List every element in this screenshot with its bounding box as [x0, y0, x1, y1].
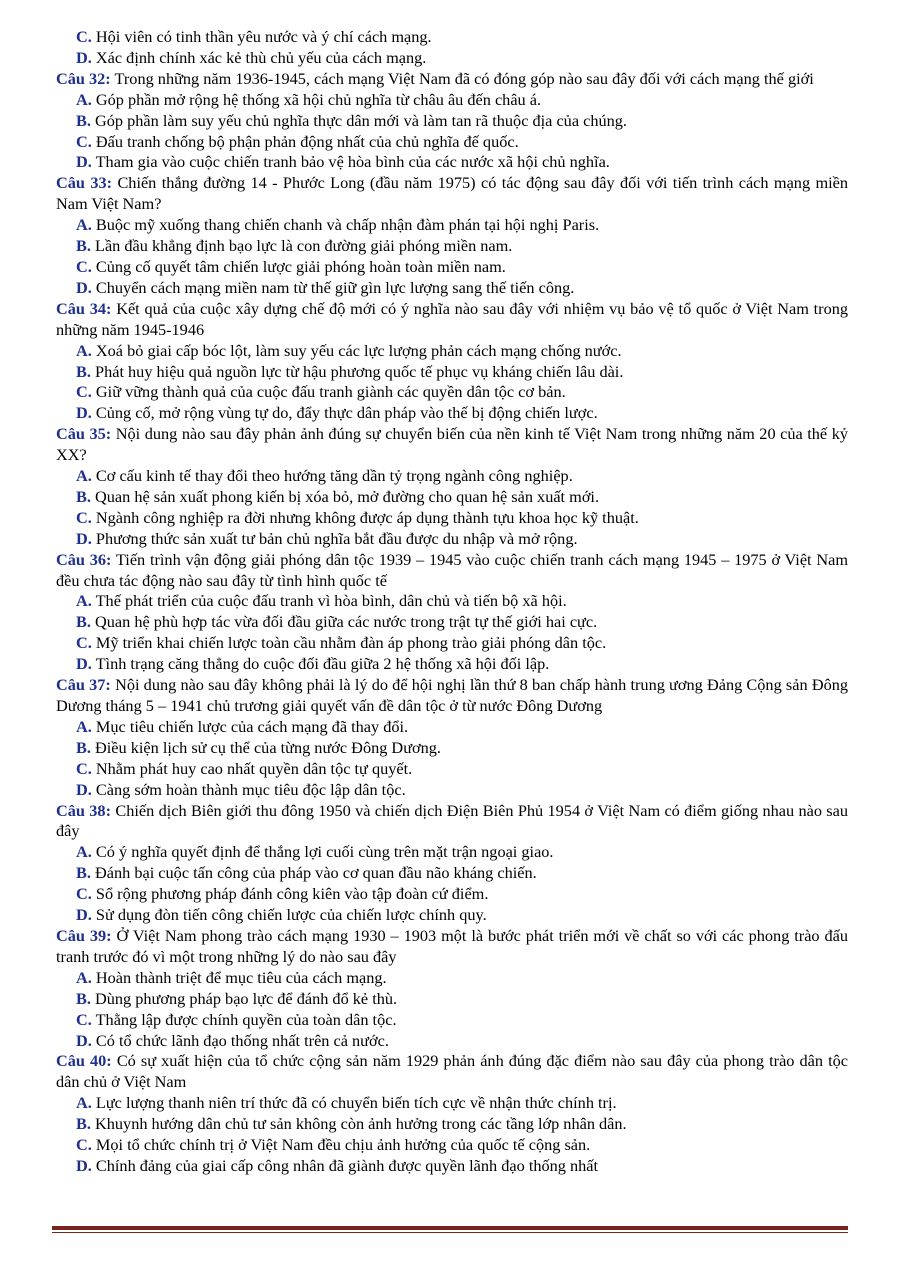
- option-c: [56, 633, 848, 654]
- option-letter: C.: [76, 256, 92, 276]
- option-letter: C.: [76, 507, 92, 527]
- option-letter: C.: [76, 633, 92, 653]
- option-b: [56, 236, 848, 257]
- option-letter: A.: [76, 89, 92, 109]
- question-label: Câu 39:: [56, 925, 112, 945]
- question-33: [56, 173, 848, 215]
- option-letter: A.: [76, 591, 92, 611]
- option-text: Hội viên có tinh thần yêu nước và ý chí cách mạng.: [95, 27, 432, 46]
- option-text: Cơ cấu kinh tế thay đổi theo hướng tăng dần tỷ trọng ngành công nghiệp.: [95, 466, 573, 486]
- option-text: Giữ vững thành quả của cuộc đấu tranh giành các quyền dân tộc cơ bản.: [95, 382, 566, 402]
- option-text: Tình trạng căng thẳng do cuộc đối đầu giữa 2 hệ thống xã hội đối lập.: [95, 654, 550, 674]
- option-a: [56, 717, 848, 738]
- question-34: [56, 299, 848, 341]
- option-letter: D.: [76, 779, 92, 799]
- option-text: Phát huy hiệu quả nguồn lực từ hậu phương quốc tế phục vụ kháng chiến lâu dài.: [95, 361, 624, 381]
- option-b: [56, 111, 848, 132]
- option-text: Đấu tranh chống bộ phận phản động nhất của chủ nghĩa đế quốc.: [95, 131, 519, 151]
- option-d: [56, 529, 848, 550]
- option-letter: A.: [76, 1093, 92, 1113]
- option-a: [56, 466, 848, 487]
- question-label: Câu 33:: [56, 173, 113, 193]
- option-b: [56, 989, 848, 1010]
- option-letter: A.: [76, 716, 92, 736]
- option-c: [56, 1010, 848, 1031]
- option-a: [56, 968, 848, 989]
- option-b: [56, 1114, 848, 1135]
- option-letter: A.: [76, 842, 92, 862]
- question-text: Tiến trình vận động giải phóng dân tộc 1939 – 1945 vào cuộc chiến tranh cách mạng 1945 – 1975 ở Việt Nam đều chưa tác động nào sau đây từ tình hình quốc tế: [56, 549, 848, 590]
- option-text: Khuynh hướng dân chủ tư sản không còn ảnh hưởng trong các tầng lớp nhân dân.: [95, 1114, 627, 1134]
- question-text: Chiến dịch Biên giới thu đông 1950 và chiến dịch Điện Biên Phủ 1954 ở Việt Nam có điểm giống nhau nào sau đây: [56, 800, 848, 841]
- option-text: Củng cố, mở rộng vùng tự do, đẩy thực dân pháp vào thế bị động chiến lược.: [95, 403, 598, 423]
- option-letter: C.: [76, 1135, 92, 1155]
- option-letter: C.: [76, 27, 92, 46]
- option-letter: D.: [76, 1030, 92, 1050]
- question-37: [56, 675, 848, 717]
- option-letter: B.: [76, 361, 91, 381]
- option-letter: B.: [76, 110, 91, 130]
- option-letter: D.: [76, 277, 92, 297]
- question-label: Câu 35:: [56, 424, 112, 444]
- option-letter: C.: [76, 758, 92, 778]
- option-text: Phương thức sản xuất tư bản chủ nghĩa bắt đầu được du nhập và mở rộng.: [95, 528, 578, 548]
- question-text: Kết quả của cuộc xây dựng chế độ mới có ý nghĩa nào sau đây với nhiệm vụ bảo vệ tổ quốc ở Việt Nam trong những năm 1945-1946: [56, 298, 849, 339]
- option-text: Thằng lập được chính quyền của toàn dân tộc.: [95, 1009, 397, 1029]
- option-c: [56, 27, 848, 48]
- question-text: Trong những năm 1936-1945, cách mạng Việt Nam đã có đóng góp nào sau đây đối với cách mạng thế giới: [114, 68, 814, 88]
- question-38: [56, 801, 848, 843]
- question-text: Nội dung nào sau đây không phải là lý do để hội nghị lần thứ 8 ban chấp hành trung ương Đảng Cộng sản Đông Dương tháng 5 – 1941 chủ trương giải quyết vấn đề dân tộc ở từ nước Đông Dương: [56, 675, 848, 715]
- option-a: [56, 1093, 848, 1114]
- option-letter: D.: [76, 152, 92, 172]
- option-letter: D.: [76, 1155, 92, 1175]
- question-35: [56, 424, 848, 466]
- option-d: [56, 1031, 848, 1052]
- footer-divider-thin-line: [52, 1232, 848, 1233]
- footer-divider: [52, 1226, 848, 1234]
- option-text: Xoá bỏ giai cấp bóc lột, làm suy yếu các lực lượng phản cách mạng chống nước.: [95, 340, 622, 360]
- option-letter: D.: [76, 528, 92, 548]
- option-b: [56, 738, 848, 759]
- option-letter: C.: [76, 131, 92, 151]
- option-text: Góp phần làm suy yếu chủ nghĩa thực dân mới và làm tan rã thuộc địa của chúng.: [95, 110, 627, 130]
- option-letter: C.: [76, 382, 92, 402]
- option-letter: C.: [76, 1009, 92, 1029]
- option-text: Có tổ chức lãnh đạo thống nhất trên cả nước.: [95, 1030, 389, 1050]
- option-text: Hoàn thành triệt để mục tiêu của cách mạng.: [95, 967, 387, 987]
- option-letter: B.: [76, 1114, 91, 1134]
- option-text: Xác định chính xác kẻ thù chủ yếu của cách mạng.: [95, 47, 427, 67]
- option-letter: D.: [76, 905, 92, 925]
- option-d: [56, 780, 848, 801]
- option-text: Lực lượng thanh niên trí thức đã có chuyển biến tích cực về nhận thức chính trị.: [95, 1093, 617, 1113]
- question-label: Câu 40:: [56, 1051, 112, 1071]
- option-text: Có ý nghĩa quyết định để thắng lợi cuối cùng trên mặt trận ngoại giao.: [95, 842, 554, 862]
- question-text: Chiến thắng đường 14 - Phước Long (đầu năm 1975) có tác động sau đây đối với tiến trình cách mạng miền Nam Việt Nam?: [56, 173, 849, 214]
- option-a: [56, 215, 848, 236]
- option-text: Điều kiện lịch sử cụ thể của từng nước Đông Dương.: [95, 737, 441, 757]
- option-text: Góp phần mở rộng hệ thống xã hội chủ nghĩa từ châu âu đến châu á.: [95, 89, 542, 109]
- option-b: [56, 863, 848, 884]
- option-a: [56, 90, 848, 111]
- option-letter: A.: [76, 967, 92, 987]
- option-text: Ngành công nghiệp ra đời nhưng không được áp dụng thành tựu khoa học kỹ thuật.: [95, 507, 639, 527]
- option-d: [56, 403, 848, 424]
- option-d: [56, 1156, 848, 1177]
- option-letter: B.: [76, 863, 91, 883]
- question-label: Câu 34:: [56, 298, 112, 318]
- option-letter: D.: [76, 654, 92, 674]
- option-text: Mục tiêu chiến lược của cách mạng đã thay đổi.: [95, 716, 409, 736]
- option-text: Mọi tổ chức chính trị ở Việt Nam đều chịu ảnh hưởng của quốc tế cộng sản.: [95, 1135, 591, 1155]
- option-text: Đánh bại cuộc tấn công của pháp vào cơ quan đầu não kháng chiến.: [95, 863, 537, 883]
- option-d: [56, 905, 848, 926]
- option-text: Buộc mỹ xuống thang chiến chanh và chấp nhận đàm phán tại hội nghị Paris.: [95, 215, 600, 235]
- option-text: Càng sớm hoàn thành mục tiêu độc lập dân tộc.: [95, 779, 406, 799]
- option-letter: B.: [76, 612, 91, 632]
- option-letter: B.: [76, 236, 91, 256]
- exam-page-content: [56, 27, 848, 1177]
- footer-divider-thick-line: [52, 1226, 848, 1230]
- option-text: Nhằm phát huy cao nhất quyền dân tộc tự quyết.: [95, 758, 413, 778]
- option-text: Thế phát triển của cuộc đấu tranh vì hòa bình, dân chủ và tiến bộ xã hội.: [95, 591, 567, 611]
- option-c: [56, 132, 848, 153]
- question-label: Câu 38:: [56, 800, 111, 820]
- option-letter: B.: [76, 988, 91, 1008]
- option-d: [56, 278, 848, 299]
- question-text: Nội dung nào sau đây phản ảnh đúng sự chuyển biến của nền kinh tế Việt Nam trong những năm 20 của thế kỷ XX?: [56, 424, 848, 465]
- option-text: Sổ rộng phương pháp đánh công kiên vào tập đoàn cứ điểm.: [95, 884, 489, 904]
- option-a: [56, 842, 848, 863]
- option-b: [56, 612, 848, 633]
- question-label: Câu 32:: [56, 68, 111, 88]
- question-text: Có sự xuất hiện của tổ chức cộng sản năm 1929 phản ánh đúng đặc điểm nào sau đây của phong trào dân tộc dân chủ ở Việt Nam: [56, 1051, 848, 1092]
- option-d: [56, 48, 848, 69]
- option-c: [56, 508, 848, 529]
- option-letter: A.: [76, 340, 92, 360]
- option-c: [56, 382, 848, 403]
- option-text: Chính đảng của giai cấp công nhân đã giành được quyền lãnh đạo thống nhất: [95, 1155, 599, 1175]
- option-text: Củng cố quyết tâm chiến lược giải phóng hoàn toàn miền nam.: [95, 256, 506, 276]
- option-a: [56, 591, 848, 612]
- question-text: Ở Việt Nam phong trào cách mạng 1930 – 1903 một là bước phát triển mới về chất so với các phong trào đấu tranh trước đó vì một trong những lý do nào sau đây: [56, 925, 848, 966]
- option-letter: D.: [76, 403, 92, 423]
- option-b: [56, 487, 848, 508]
- option-letter: B.: [76, 737, 91, 757]
- question-32: [56, 69, 848, 90]
- option-c: [56, 257, 848, 278]
- option-letter: D.: [76, 47, 92, 67]
- option-text: Mỹ triển khai chiến lược toàn cầu nhằm đàn áp phong trào giải phóng dân tộc.: [95, 633, 607, 653]
- question-label: Câu 37:: [56, 675, 111, 695]
- option-text: Sử dụng đòn tiến công chiến lược của chiến lược chính quy.: [95, 905, 487, 925]
- option-letter: C.: [76, 884, 92, 904]
- option-text: Quan hệ phù hợp tác vừa đối đầu giữa các nước trong trật tự thế giới hai cực.: [95, 612, 598, 632]
- option-text: Chuyển cách mạng miền nam từ thế giữ gìn lực lượng sang thế tiến công.: [95, 277, 575, 297]
- question-39: [56, 926, 848, 968]
- option-letter: B.: [76, 486, 91, 506]
- option-text: Quan hệ sản xuất phong kiến bị xóa bỏ, mở đường cho quan hệ sản xuất mới.: [95, 486, 600, 506]
- option-a: [56, 341, 848, 362]
- option-c: [56, 884, 848, 905]
- option-text: Lần đầu khẳng định bạo lực là con đường giải phóng miền nam.: [95, 236, 513, 256]
- option-text: Tham gia vào cuộc chiến tranh bảo vệ hòa bình của các nước xã hội chủ nghĩa.: [95, 152, 610, 172]
- question-label: Câu 36:: [56, 549, 112, 569]
- question-40: [56, 1051, 848, 1093]
- option-d: [56, 654, 848, 675]
- option-letter: A.: [76, 466, 92, 486]
- option-d: [56, 152, 848, 173]
- option-c: [56, 1135, 848, 1156]
- option-text: Dùng phương pháp bạo lực để đánh đổ kẻ thù.: [95, 988, 398, 1008]
- option-letter: A.: [76, 215, 92, 235]
- option-c: [56, 759, 848, 780]
- option-b: [56, 362, 848, 383]
- question-36: [56, 550, 848, 592]
